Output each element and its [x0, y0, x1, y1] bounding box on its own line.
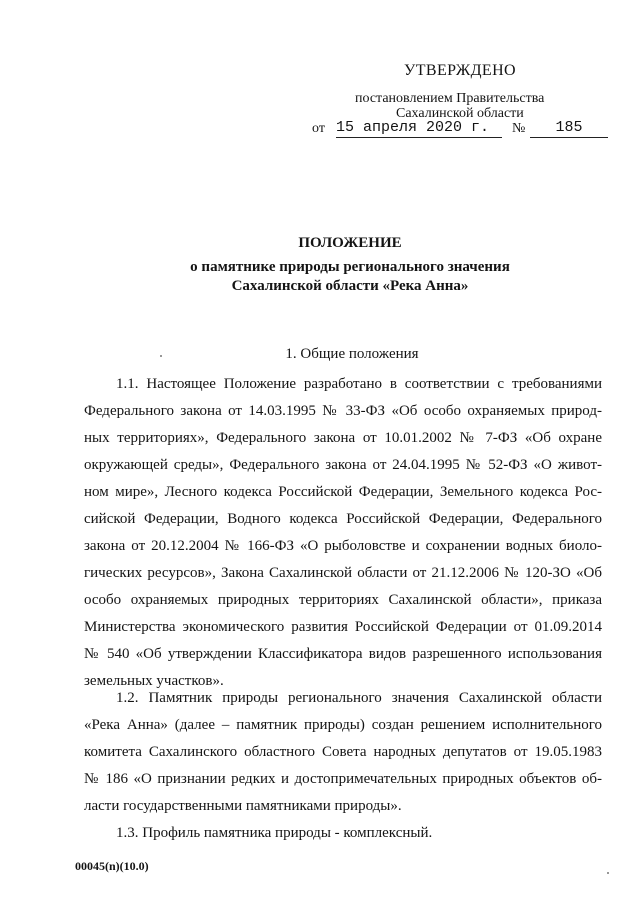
paragraph-line: ласти государственными памятниками природы».	[84, 798, 402, 814]
document-title: ПОЛОЖЕНИЕ	[298, 235, 402, 251]
paragraph-line: окружающей среды», Федерального закона от 24.04.1995 № 52-ФЗ «О живот-	[84, 457, 602, 473]
paragraph-line: сийской Федерации, Водного кодекса Российской Федерации, Федерального	[84, 511, 602, 527]
approval-number: 185	[530, 119, 608, 138]
approval-date: 15 апреля 2020 г.	[336, 119, 502, 138]
paragraph-line: особо охраняемых природных территориях Сахалинской области», приказа	[84, 592, 602, 608]
document-subtitle-line-1: о памятнике природы регионального значения	[190, 259, 510, 275]
document-subtitle-line-2: Сахалинской области «Река Анна»	[231, 278, 469, 294]
paragraph-line: Министерства экономического развития Российской Федерации от 01.09.2014	[84, 619, 602, 635]
section-heading: 1. Общие положения	[285, 346, 419, 362]
date-label: от	[312, 121, 325, 136]
paragraph-line: Федерального закона от 14.03.1995 № 33-ФЗ «Об особо охраняемых природ-	[84, 403, 602, 419]
paragraph-line: ных территориях», Федерального закона от 10.01.2002 № 7-ФЗ «Об охране	[84, 430, 602, 446]
approval-heading: УТВЕРЖДЕНО	[404, 62, 517, 79]
paragraph-line: 1.2. Памятник природы регионального значения Сахалинской области	[116, 690, 602, 706]
paragraph-line: земельных участков».	[84, 673, 224, 689]
number-label: №	[512, 121, 526, 136]
paragraph-line: № 540 «Об утверждении Классификатора видов разрешенного использования	[84, 646, 602, 662]
paragraph-line: № 186 «О признании редких и достопримечательных природных объектов об-	[84, 771, 602, 787]
scan-speck	[607, 872, 609, 874]
paragraph-line: ном мире», Лесного кодекса Российской Федерации, Земельного кодекса Рос-	[84, 484, 602, 500]
paragraph-1-3: 1.3. Профиль памятника природы - комплексный.	[116, 825, 433, 841]
paragraph-line: закона от 20.12.2004 № 166-ФЗ «О рыболовстве и сохранении водных биоло-	[84, 538, 602, 554]
approval-region: Сахалинской области	[396, 106, 524, 121]
paragraph-line: «Река Анна» (далее – памятник природы) создан решением исполнительного	[84, 717, 602, 733]
paragraph-line: гических ресурсов», Закона Сахалинской области от 21.12.2006 № 120-ЗО «Об	[84, 565, 602, 581]
document-code: 00045(n)(10.0)	[75, 859, 149, 873]
paragraph-line: 1.1. Настоящее Положение разработано в соответствии с требованиями	[116, 376, 602, 392]
scan-speck	[160, 355, 162, 357]
approval-issuer: постановлением Правительства	[355, 91, 545, 106]
paragraph-line: комитета Сахалинского областного Совета народных депутатов от 19.05.1983	[84, 744, 602, 760]
